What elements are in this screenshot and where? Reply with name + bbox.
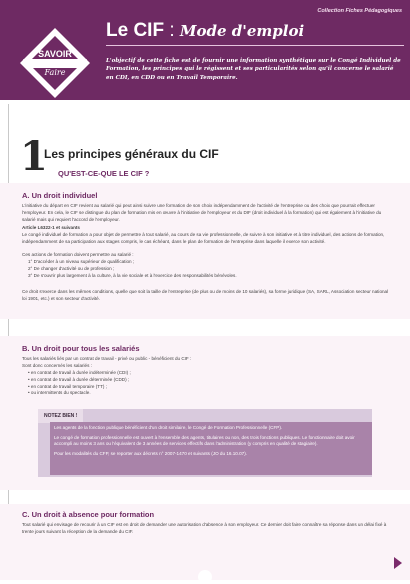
list-item: • en contrat de travail à durée indéterminée (CDI) ;: [28, 370, 131, 375]
part-a-paragraph-1: L'initiative du départ en CIF revient au salarié qui peut ainsi suivre une formation de son choix indépendamment de l'activité de l'entreprise ou des choix que pourrait effectuer l'employeur. En cela, le CIF se distingue du plan de formation mis en œuvre à l'initiative de l'employeur et du DIF (droit individuel à la formation) qui est également à l'initiative du salarié mais qui requiert l'accord de l'employeur.: [22, 203, 382, 222]
part-a-article: Article L6322-1 et suivants: [22, 225, 80, 230]
page-indicator: [198, 570, 212, 584]
note-text: [54, 425, 368, 460]
list-item: 1° D'accéder à un niveau supérieur de qualification ;: [28, 259, 135, 264]
collection-label: Collection Fiches Pédagogiques: [317, 8, 402, 14]
page-title: [106, 20, 304, 42]
note-paragraph-1: Les agents de la fonction publique bénéficient d'un droit similaire, le Congé de Formation Professionnelle (CFP).: [54, 425, 283, 430]
part-a-paragraph-3: Ces actions de formation doivent permettre au salarié :: [22, 252, 134, 257]
savoir-faire-logo: [18, 26, 92, 100]
section-title: Les principes généraux du CIF: [44, 147, 219, 161]
list-item: • ou intermittents du spectacle.: [28, 390, 91, 396]
title-separator: :: [164, 20, 180, 41]
list-item: • en contrat de travail à durée déterminée (CDD) ;: [28, 376, 130, 382]
section-number: 1: [20, 133, 48, 180]
note-paragraph-3: Pour les modalités du CFP, se reporter aux décrets n° 2007-1470 et suivants (JO du 16.10.07).: [54, 450, 248, 456]
part-b-heading: B. Un droit pour tous les salariés: [22, 344, 140, 353]
list-item: 3° De s'ouvrir plus largement à la culture, à la vie sociale et à l'exercice des responsabilités bénévoles.: [28, 272, 237, 278]
list-item: 2° De changer d'activité ou de profession ;: [28, 265, 115, 271]
note-label: NOTEZ BIEN !: [38, 409, 83, 423]
title-underline: [106, 45, 404, 46]
part-a-paragraph-4: Ce droit s'exerce dans les mêmes conditions, quelle que soit la taille de l'entreprise (de plus ou de moins de 10 salariés), sa forme juridique (SA, SARL, Association secteur national loi 1901, etc.) et son secteur d'activité.: [22, 289, 389, 301]
part-b-list: [22, 370, 390, 397]
intro-text: L'objectif de cette fiche est de fournir une information synthétique sur le Congé Individuel de Formation, les principes qui le régissent et ses particularités selon qu'il concerne le salarié en CDI, en CDD ou en Travail Temporaire.: [106, 58, 401, 81]
part-a-paragraph-2: Le congé individuel de formation a pour objet de permettre à tout salarié, au cours de sa vie professionnelle, de suivre à son initiative et à titre individuel, des actions de formation, indépendamment de sa participation aux stages compris, le cas échéant, dans le plan de formation de l'entreprise dans laquelle il exerce son activité.: [22, 232, 385, 244]
logo-bottom-text: Faire: [44, 68, 66, 77]
list-item: • en contrat de travail temporaire (TT) ;: [28, 383, 107, 389]
part-a-list: [22, 259, 390, 279]
title-main: Le CIF: [106, 20, 165, 41]
section-subtitle: QU'EST-CE-QUE LE CIF ?: [58, 169, 150, 178]
part-c-heading: C. Un droit à absence pour formation: [22, 510, 155, 519]
part-a-heading: A. Un droit individuel: [22, 191, 98, 200]
next-page-arrow-icon[interactable]: [394, 557, 402, 569]
note-paragraph-2: Le congé de formation professionnelle est ouvert à l'ensemble des agents, titulaires ou non, des trois fonctions publiques. Le fonctionnaire doit avoir accompli au moins 3 ans ou l'équivalent de 3 années de services effectifs dans l'administration (y compris en qualité de stagiaire).: [54, 434, 355, 447]
part-b-paragraph-1: Tous les salariés liés par un contrat de travail - privé ou public - bénéficient du CIF :: [22, 356, 192, 361]
title-mode: Mode d'emploi: [179, 22, 305, 40]
part-b-paragraph-2: Sont donc concernés les salariés :: [22, 363, 92, 368]
logo-top-text: SAVOIR: [38, 49, 72, 59]
part-c-paragraph-1: Tout salarié qui envisage de recourir à un CIF est en droit de demander une autorisation d'absence à son employeur. Ce dernier doit faire connaître sa réponse dans un délai fixé à trente jours suivant la réception de la demande du CIF.: [22, 522, 387, 534]
